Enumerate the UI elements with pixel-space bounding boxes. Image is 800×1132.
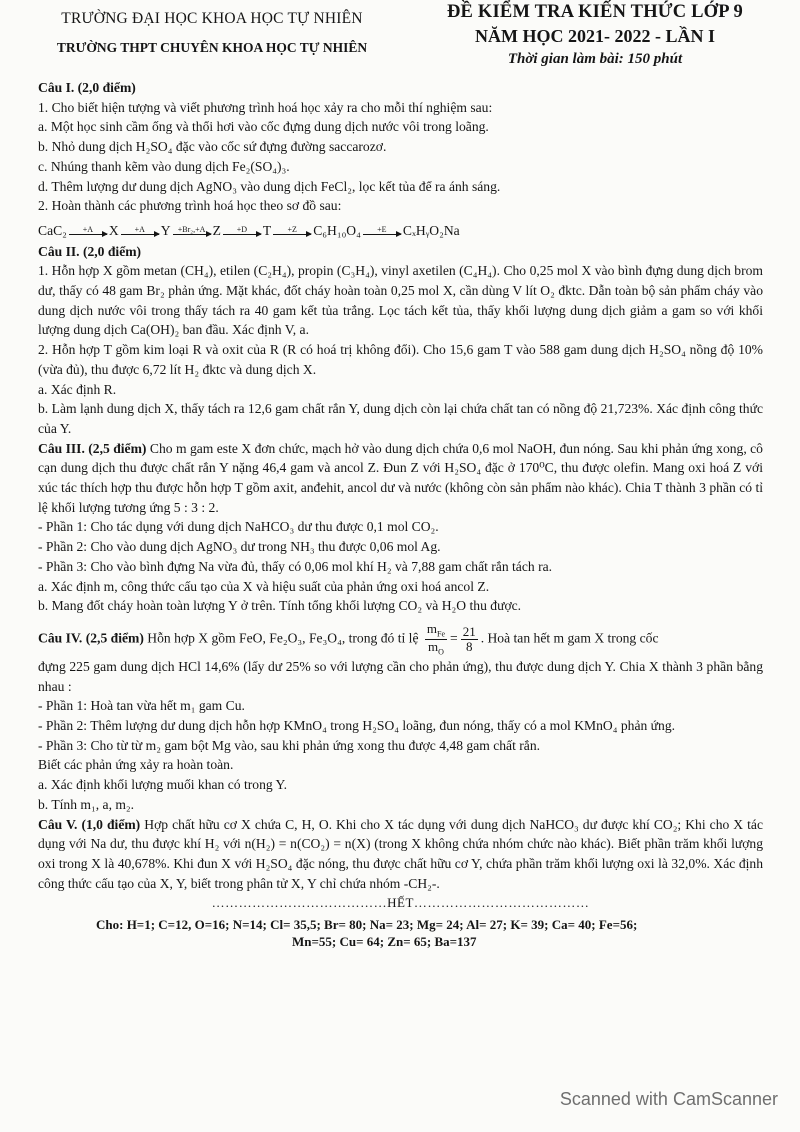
mass-ratio-fraction [425, 622, 447, 657]
scheme-species: CaC₂ [38, 222, 67, 238]
school-year: NĂM HỌC 2021- 2022 - LẦN I [475, 26, 715, 46]
q4-part: Biết các phản ứng xảy ra hoàn toàn. [38, 757, 234, 773]
camscanner-watermark: Scanned with CamScanner [559, 1089, 778, 1109]
q3-part: a. Xác định m, công thức cấu tạo của X và hiệu suất của phản ứng oxi hoá ancol Z. [38, 578, 490, 594]
scheme-species: Z [212, 222, 221, 238]
arrow-reagent: +D [236, 224, 248, 234]
arrow-reagent: +A [82, 224, 94, 234]
ratio-value-fraction [461, 625, 478, 653]
q4-part: b. Tính m₁, a, m₂. [38, 796, 135, 812]
q4-intro: Hỗn hợp X gồm FeO, Fe₂O₃, Fe₃O₄, trong đó tỉ lệ [147, 630, 419, 646]
q2-part1: 1. Hỗn hợp X gồm metan (CH₄), etilen (C₂H₄), propin (C₃H₄), vinyl axetilen (C₄H₄). Cho 0,25 mol X vào bình đựng dung dịch brom dư, thấy có 48 gam Br₂ phản ứng. Mặt khác, đốt cháy hoàn toàn 0,25 mol X, cần dùng V lít O₂ đktc. Dẫn toàn bộ sản phẩm cháy vào dung dịch nước vôi trong thấy tách ra 40 gam kết tủa trắng. Lọc tách kết tủa, thấy khối lượng dung dịch giảm a gam so với khối lượng dung dịch Ca(OH)₂ ban đầu. Xác định V, a. [38, 263, 763, 338]
ratio-den: 8 [465, 638, 473, 654]
arrow-reagent: +Br₂,+A [177, 224, 206, 234]
q5-paragraph [38, 815, 763, 894]
arrow-reagent: +E [377, 224, 387, 234]
arrow-reagent: +Z [287, 224, 297, 234]
q1-title: Câu I. (2,0 điểm) [38, 80, 136, 95]
scheme-species: X [108, 222, 119, 238]
q5-title: Câu V. (1,0 điểm) [38, 816, 141, 832]
q2-part-b: b. Làm lạnh dung dịch X, thấy tách ra 12,6 gam chất rắn Y, dung dịch còn lại chứa chất tan có nồng độ 21,723%. Xác định công thức của Y. [38, 401, 763, 436]
q1-line: 2. Hoàn thành các phương trình hoá học theo sơ đồ sau: [38, 198, 342, 214]
q2-title: Câu II. (2,0 điểm) [38, 243, 142, 259]
exam-body [38, 78, 763, 950]
frac-num-symbol: m [426, 620, 438, 636]
q4-title: Câu IV. (2,5 điểm) [38, 630, 144, 646]
frac-den-sub: O [438, 647, 444, 657]
reaction-arrow [363, 226, 401, 241]
q4-intro-b: . Hoà tan hết m gam X trong cốc [480, 630, 659, 646]
scheme-species: Y [160, 222, 171, 238]
arrow-reagent: +A [134, 224, 145, 234]
reaction-arrow [223, 226, 261, 241]
university-name: TRƯỜNG ĐẠI HỌC KHOA HỌC TỰ NHIÊN [61, 10, 363, 27]
reaction-arrow [69, 226, 107, 241]
q2-part2: 2. Hỗn hợp T gồm kim loại R và oxit của R (R có hoá trị không đổi). Cho 15,6 gam T vào 588 gam dung dịch H₂SO₄ nồng độ 10% (vừa đủ), thu được 6,72 lít H₂ đktc và dung dịch X. [38, 342, 763, 377]
frac-num-sub: Fe [437, 629, 446, 639]
school-name: TRƯỜNG THPT CHUYÊN KHOA HỌC TỰ NHIÊN [56, 40, 368, 55]
frac-den-symbol: m [428, 638, 439, 654]
reaction-arrow [173, 226, 211, 241]
q1-line: b. Nhỏ dung dịch H₂SO₄ đặc vào cốc sứ đựng đường saccarozơ. [38, 139, 387, 155]
q1-line: 1. Cho biết hiện tượng và viết phương trình hoá học xảy ra cho mỗi thí nghiệm sau: [38, 99, 493, 115]
atomic-masses-line1: Cho: H=1; C=12, O=16; N=14; Cl= 35,5; Br= 80; Na= 23; Mg= 24; Al= 27; K= 39; Ca= 40; Fe=56; [96, 917, 638, 933]
school-header [42, 10, 382, 56]
reaction-arrow [121, 226, 159, 241]
q3-part: - Phần 3: Cho vào bình đựng Na vừa đủ, thấy có 0,06 mol khí H₂ và 7,88 gam chất rắn tách ra. [38, 558, 553, 574]
q3-paragraph [38, 439, 763, 518]
q5-text: Hợp chất hữu cơ X chứa C, H, O. Khi cho X tác dụng với dung dịch NaHCO₃ dư được khí CO₂; Khi cho X tác dụng với Na dư, thu được khí H₂ với n(H₂) = n(CO₂) = n(X) (trong X không chứa nhóm chức nào khác). Biết phần trăm khối lượng oxi trong X là 40,678%. Khi đun X với H₂SO₄ đặc nóng, thu được chất hữu cơ Y, chứa phần trăm khối lượng oxi là 32,0%. Xác định công thức cấu tạo của X, Y, biết trong phân tử X, Y chỉ chứa nhóm -CH₂-. [38, 816, 763, 891]
q2-part-a: a. Xác định R. [38, 381, 117, 397]
exam-title: ĐỀ KIỂM TRA KIẾN THỨC LỚP 9 [447, 2, 743, 22]
q1-line: c. Nhúng thanh kẽm vào dung dịch Fe₂(SO₄)₃. [38, 158, 290, 174]
ratio-num: 21 [462, 624, 476, 640]
scheme-species: CₓHᵧO₂Na [402, 222, 460, 238]
atomic-masses [38, 916, 763, 950]
q3-part: - Phần 2: Cho vào dung dịch AgNO₃ dư trong NH₃ thu được 0,06 mol Ag. [38, 539, 441, 555]
reaction-arrow [273, 226, 311, 241]
scheme-species: T [262, 222, 272, 238]
q4-part: - Phần 2: Thêm lượng dư dung dịch hỗn hợp KMnO₄ trong H₂SO₄ loãng, đun nóng, thấy có a mol KMnO₄ phản ứng. [38, 718, 676, 734]
q1-line: d. Thêm lượng dư dung dịch AgNO₃ vào dung dịch FeCl₂, lọc kết tủa để ra ánh sáng. [38, 178, 501, 194]
atomic-masses-line2: Mn=55; Cu= 64; Zn= 65; Ba=137 [292, 934, 477, 950]
q3-part: b. Mang đốt cháy hoàn toàn lượng Y ở trên. Tính tổng khối lượng CO₂ và H₂O thu được. [38, 598, 522, 614]
q4-part: - Phần 1: Hoà tan vừa hết m₁ gam Cu. [38, 698, 245, 714]
q3-part: - Phần 1: Cho tác dụng với dung dịch NaHCO₃ dư thu được 0,1 mol CO₂. [38, 519, 439, 535]
q4-paragraph: Câu IV. (2,5 điểm) Hỗn hợp X gồm FeO, Fe₂O₃, Fe₃O₄, trong đó tỉ lệ $\frac{m_{Fe}}{m_O}$ = $\frac{21}{8}$ . Hoà tan hết m gam X trong cốc [38, 620, 659, 657]
q4-part: - Phần 3: Cho từ từ m₂ gam bột Mg vào, sau khi phản ứng xong thu được 4,48 gam chất rắn. [38, 737, 541, 753]
exam-header [400, 2, 790, 68]
q3-title: Câu III. (2,5 điểm) [38, 440, 147, 456]
exam-duration: Thời gian làm bài: 150 phút [507, 51, 683, 67]
q4-part: a. Xác định khối lượng muối khan có trong Y. [38, 777, 288, 793]
reaction-scheme [38, 221, 763, 241]
q4-intro-c: đựng 225 gam dung dịch HCl 14,6% (lấy dư 25% so với lượng cần cho phản ứng), thu được dung dịch Y. Chia X thành 3 phần bằng nhau : [38, 658, 763, 694]
q1-line: a. Một học sinh cầm ống và thổi hơi vào cốc đựng dung dịch nước vôi trong loãng. [38, 119, 489, 135]
scheme-species: C₆H₁₀O₄ [313, 222, 361, 238]
q3-intro: Cho m gam este X đơn chức, mạch hở vào dung dịch chứa 0,6 mol NaOH, đun nóng. Sau khi phản ứng xong, cô cạn dung dịch thu được chất rắn Y nặng 46,4 gam và ancol Z. Đun Z với H₂SO₄ đặc ở 170⁰C, thu được olefin. Mang oxi hoá Z với xúc tác thích hợp thu được hỗn hợp T gồm axit, anđehit, ancol dư và nước (không còn sản phẩm nào khác). Chia T thành 3 phần có tỉ lệ khối lượng tương ứng 5 : 3 : 2. [38, 440, 763, 515]
end-mark: …………………………………HẾT………………………………… [211, 895, 590, 911]
